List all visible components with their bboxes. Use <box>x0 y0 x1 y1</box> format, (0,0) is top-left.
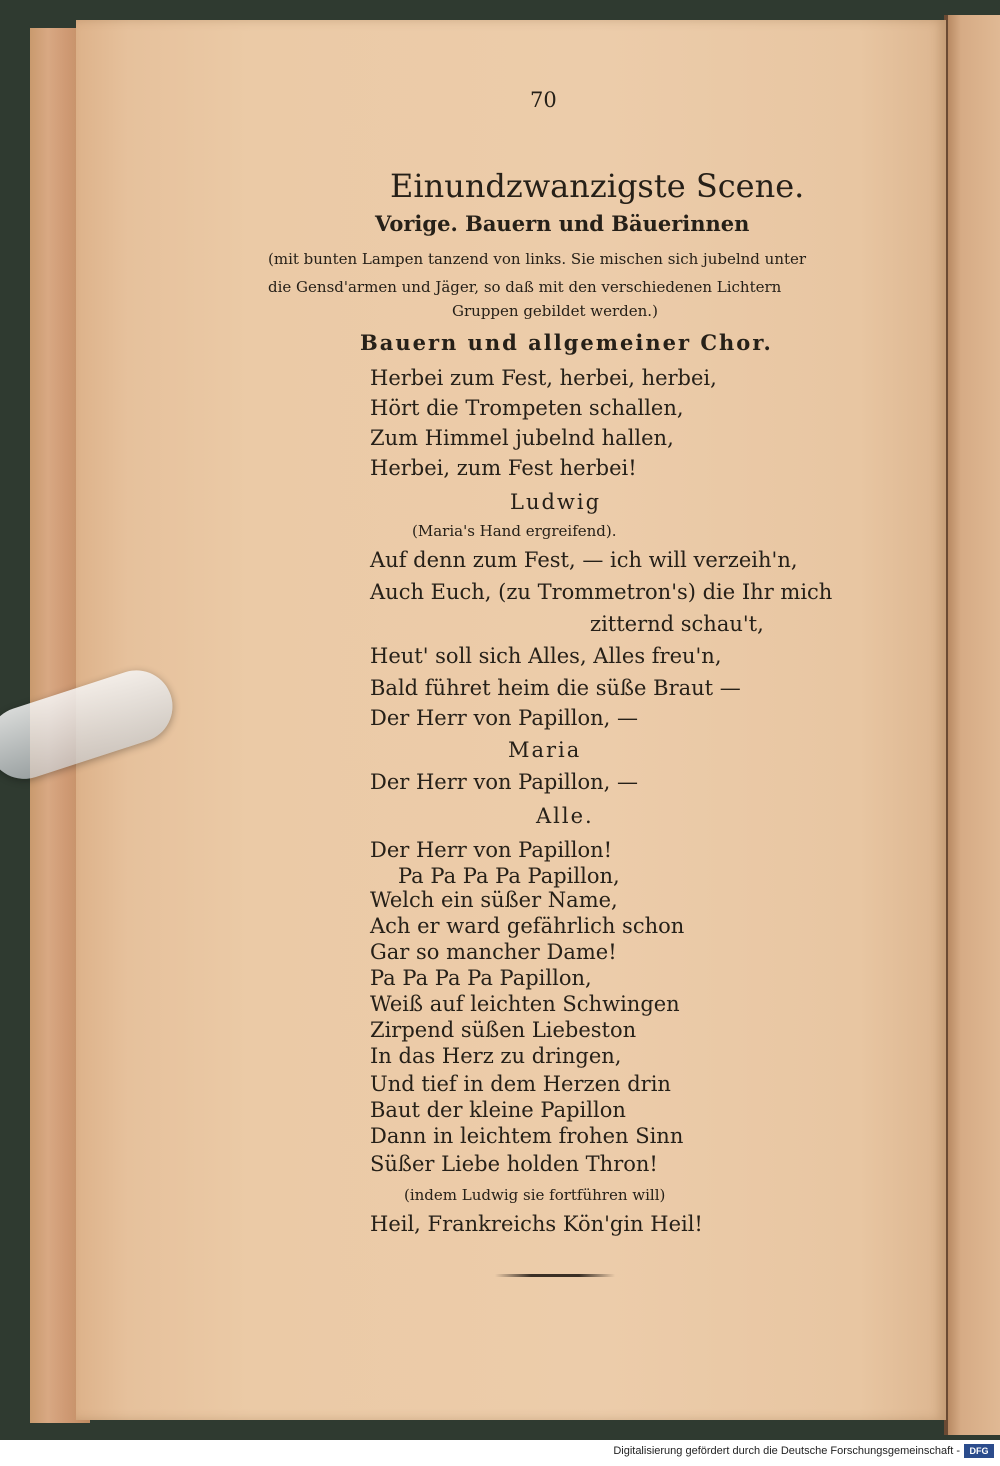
verse-line: Weiß auf leichten Schwingen <box>370 992 680 1016</box>
verse-line: Herbei zum Fest, herbei, herbei, <box>370 366 717 390</box>
verse-line: Dann in leichtem frohen Sinn <box>370 1124 684 1148</box>
end-divider <box>495 1274 615 1277</box>
dfg-logo: DFG <box>964 1444 994 1458</box>
stage-direction: (Maria's Hand ergreifend). <box>412 522 617 540</box>
scene-subtitle: Vorige. Bauern und Bäuerinnen <box>375 211 750 236</box>
verse-line: Der Herr von Papillon! <box>370 838 613 862</box>
stage-direction: (indem Ludwig sie fortführen will) <box>404 1186 666 1204</box>
speaker-ludwig: Ludwig <box>510 490 602 514</box>
verse-line: Gar so mancher Dame! <box>370 940 617 964</box>
verse-line: Der Herr von Papillon, — <box>370 770 638 794</box>
chorus-heading: Bauern und allgemeiner Chor. <box>360 330 773 355</box>
facing-page <box>948 15 1000 1435</box>
verse-line: Der Herr von Papillon, — <box>370 706 638 730</box>
verse-line: Süßer Liebe holden Thron! <box>370 1152 658 1176</box>
verse-line: Ach er ward gefährlich schon <box>370 914 685 938</box>
verse-line: Auf denn zum Fest, — ich will verzeih'n, <box>370 548 798 572</box>
verse-line: Herbei, zum Fest herbei! <box>370 456 637 480</box>
speaker-alle: Alle. <box>536 804 594 828</box>
verse-line: Zirpend süßen Liebeston <box>370 1018 637 1042</box>
speaker-maria: Maria <box>508 738 582 762</box>
stage-direction-line: Gruppen gebildet werden.) <box>452 302 658 320</box>
verse-line: zitternd schau't, <box>590 612 764 636</box>
verse-line: Und tief in dem Herzen drin <box>370 1072 671 1096</box>
stage-direction-line: (mit bunten Lampen tanzend von links. Sie mischen sich jubelnd unter <box>268 250 807 268</box>
footer-credit: Digitalisierung gefördert durch die Deutsche Forschungsgemeinschaft - <box>613 1445 960 1457</box>
verse-line: Heil, Frankreichs Kön'gin Heil! <box>370 1212 703 1236</box>
verse-line: Pa Pa Pa Pa Papillon, <box>398 864 620 888</box>
verse-line: Pa Pa Pa Pa Papillon, <box>370 966 592 990</box>
verse-line: In das Herz zu dringen, <box>370 1044 622 1068</box>
verse-line: Auch Euch, (zu Trommetron's) die Ihr mich <box>370 580 833 604</box>
verse-line: Welch ein süßer Name, <box>370 888 618 912</box>
verse-line: Bald führet heim die süße Braut — <box>370 676 741 700</box>
verse-line: Zum Himmel jubelnd hallen, <box>370 426 674 450</box>
page-number: 70 <box>530 88 557 112</box>
verse-line: Baut der kleine Papillon <box>370 1098 626 1122</box>
scene-title: Einundzwanzigste Scene. <box>390 167 805 205</box>
verse-line: Heut' soll sich Alles, Alles freu'n, <box>370 644 722 668</box>
verse-line: Hört die Trompeten schallen, <box>370 396 684 420</box>
stage-direction-line: die Gensd'armen und Jäger, so daß mit den verschiedenen Lichtern <box>268 278 782 296</box>
